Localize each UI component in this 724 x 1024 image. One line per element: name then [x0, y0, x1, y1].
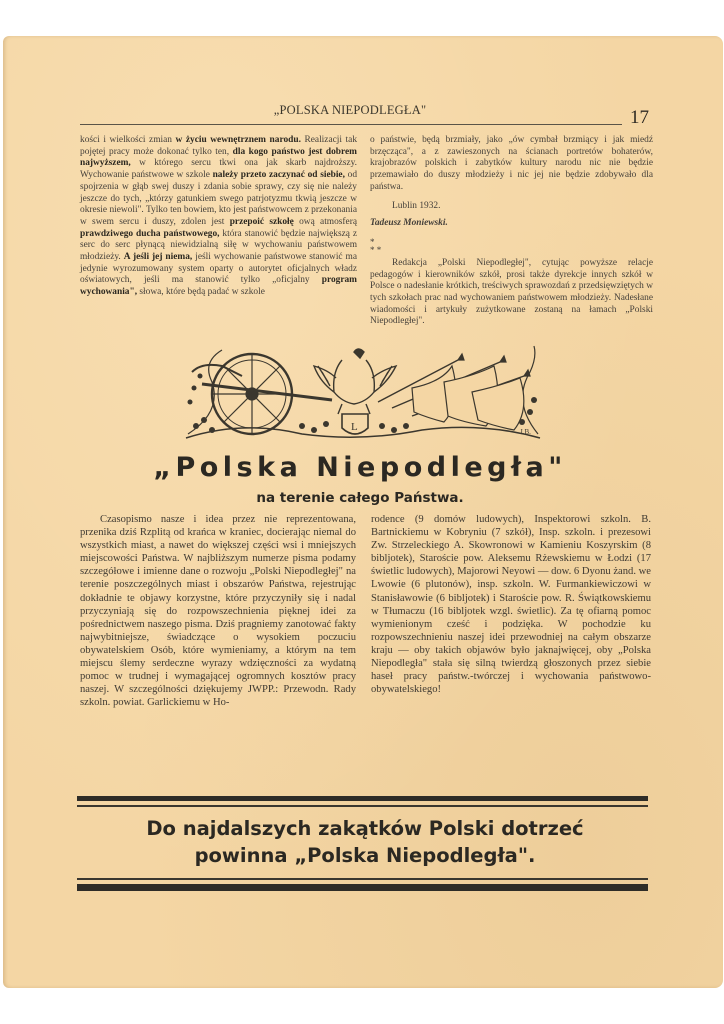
body-text: Realizacji tak pojętej pracy może dokonać tylko ten, — [80, 135, 358, 157]
feature-article-right-text: rodence (9 domów ludowych), Inspektorowi szkoln. B. Bartnickiemu w Kobryniu (7 szkół), Insp. szkoln. i prezesowi Zw. Strzeleckiego A. Skowronowi w Kamieniu Koszyrskim (8 bibljotek), Staroście pow. Aleksemu Rżewskiemu w Łodzi (17 świetlic ludowych), Majorowi Neyowi — dow. 6 Dyonu żand. we Lwowie (6 plutonów), insp. szkoln. W. Furmankiewiczowi w Stanisławowie (6 bibljotek) i Staroście pow. R. Świątkowskiemu w Tłumaczu (16 bibljotek wzgl. świetlic). Za tę ofiarną pomoc wymienionym cześć i podzięka. W pochodzie ku rozpowszechnieniu naszej idei przewodniej na całym obszarze kraju — oby takich objawów było jaknajwięcej, oby „Polska Niepodległa" stała się silną twierdzą głoszonych przez siebie haseł pracy państw.-twórczej i wychowania państwowo-obywatelskiego! — [371, 514, 651, 696]
header-rule — [80, 124, 622, 125]
asterism-divider — [370, 238, 653, 254]
cannon-wheel-icon — [192, 354, 332, 434]
emphasized-text: A jeśli jej niema, — [123, 252, 193, 263]
upper-heavy-rule — [77, 796, 648, 801]
white-eagle-icon — [314, 349, 396, 414]
body-text: ową atmosferą — [293, 216, 357, 227]
slogan-line-1: Do najdalszych zakątków Polski dotrzeć — [146, 817, 584, 840]
article-continuation-left-text — [80, 135, 357, 299]
feature-article-left-text: Czasopismo nasze i idea przez nie reprezentowana, przenika dziś Rzplitą od krańca w kraniec, docierając niemal do wszystkich miast, a nawet do większej części wsi i mniejszych miejscowości Państwa. W najbliższym numerze pisma podamy szczegółowe i imienne dane o rozwoju „Polski Niepodległej" na terenie poszczególnych miast i obszarów Państwa, rejestrując dokładnie te objawy korzystne, które przyczyniły się i nadal przyczyniają się do rozpowszechnienia pięknej idei za pośrednictwem naszego pisma. Dziś pragniemy zanotować fakty najwybitniejsze, świadczące o wysokiem poczuciu obywatelskiem Osób, które wymieniamy, a którym na tem miejscu ślemy serdeczne wyrazy wdzięczności za wydatną pomoc w trudnej i wymagającej ogromnych kosztów pracy naszej. W szczególności dziękujemy JWPP.: Przewodn. Rady szkoln. powiat. Garlickiemu w Ho- — [80, 514, 356, 709]
page-number: 17 — [630, 107, 649, 128]
running-header-title: „POLSKA NIEPODLEGŁA" — [273, 103, 427, 117]
artist-signature: J.B. — [520, 428, 531, 436]
article-continuation-right-text: o państwie, będą brzmiały, jako „ów cymbał brzmiący i jak miedź brzęcząca", a z zawieszonych na ścianach portretów bohaterów, krajobrazów polskich i zabytków kultury narodu nic nie będzie przemawiało do duszy młodzieży i nic jej nie będzie zdobywało dla państwa. — [370, 135, 653, 192]
emphasized-text: należy przeto zaczynać od siebie, — [212, 170, 345, 181]
feature-article-left-column — [80, 513, 356, 709]
emphasized-text: przepoić szkołę — [229, 216, 294, 227]
emphasized-text: prawdziwego ducha państwowego, — [80, 228, 220, 239]
woodcut-ornament-eagle-cannon-icon — [182, 342, 544, 444]
lower-thin-rule — [77, 878, 648, 880]
emphasized-text: dla kogo państwo jest dobrem najwyższem, — [80, 146, 357, 169]
slogan-line-2: powinna „Polska Niepodległa". — [194, 844, 536, 867]
svg-text:L: L — [351, 421, 358, 433]
body-text: od spojrzenia w głąb swej duszy i zdania sobie sprawy, czy się nie należy jeszcze do tych, „którzy gatunkiem swego patrjotyzmu tkwią jeszcze w okresie niewoli". Tylko ten bowiem, kto jest państwowcem z przekonania w swem sercu i duszy, zdolen jest — [80, 170, 358, 227]
dateline: Lublin 1932. — [392, 200, 441, 211]
slogan-banner — [70, 815, 660, 869]
emphasized-text: w życiu wewnętrznem narodu. — [175, 135, 301, 145]
body-text: słowa, które będą padać w szkole — [137, 287, 265, 298]
shield-icon — [342, 414, 368, 434]
article-continuation-right-column — [370, 135, 653, 328]
feature-article-right-column — [371, 513, 651, 696]
body-text: która stanowić będzie największą z serc do serc płynącą niewidzialną siłę w wychowaniu państwowem młodzieży. — [80, 228, 358, 263]
article-continuation-left-column — [80, 135, 357, 299]
upper-thin-rule — [77, 805, 648, 807]
body-text: w którego sercu tkwi ona jak skarb najdroższy. Wychowanie państwowe w szkole — [80, 158, 357, 181]
feature-article-title: „Polska Niepodległa" — [153, 452, 567, 483]
author-signature: Tadeusz Moniewski. — [370, 218, 448, 229]
editorial-note: Redakcja „Polski Niepodległej", cytując powyższe relacje pedagogów i kierowników szkół, prosi także dyrekcje innych szkół w Polsce o nadesłanie krótkich, treściwych sprawozdań z przedsięwziętych w tych szkołach prac nad wychowaniem państwowem młodzieży. Nadesłane wiadomości i artykuły zużytkowane zostaną na łamach „Polski Niepodległej". — [370, 257, 653, 327]
banners-icon — [378, 354, 530, 430]
lower-heavy-rule — [77, 884, 648, 891]
body-text: jeśli wychowanie państwowe stanowić ma jedynie wyrozumowany system oparty o autorytet oficjalnych władz oświatowych, jeśli ma stanowić tylko „oficjalny — [80, 252, 358, 286]
feature-article-subtitle: na terenie całego Państwa. — [256, 490, 464, 506]
asterism-top: * — [370, 236, 375, 247]
body-text: kości i wielkości zmian — [80, 135, 176, 145]
emphasized-text: program wychowania", — [80, 275, 357, 298]
asterism-bottom: * * — [370, 244, 382, 255]
